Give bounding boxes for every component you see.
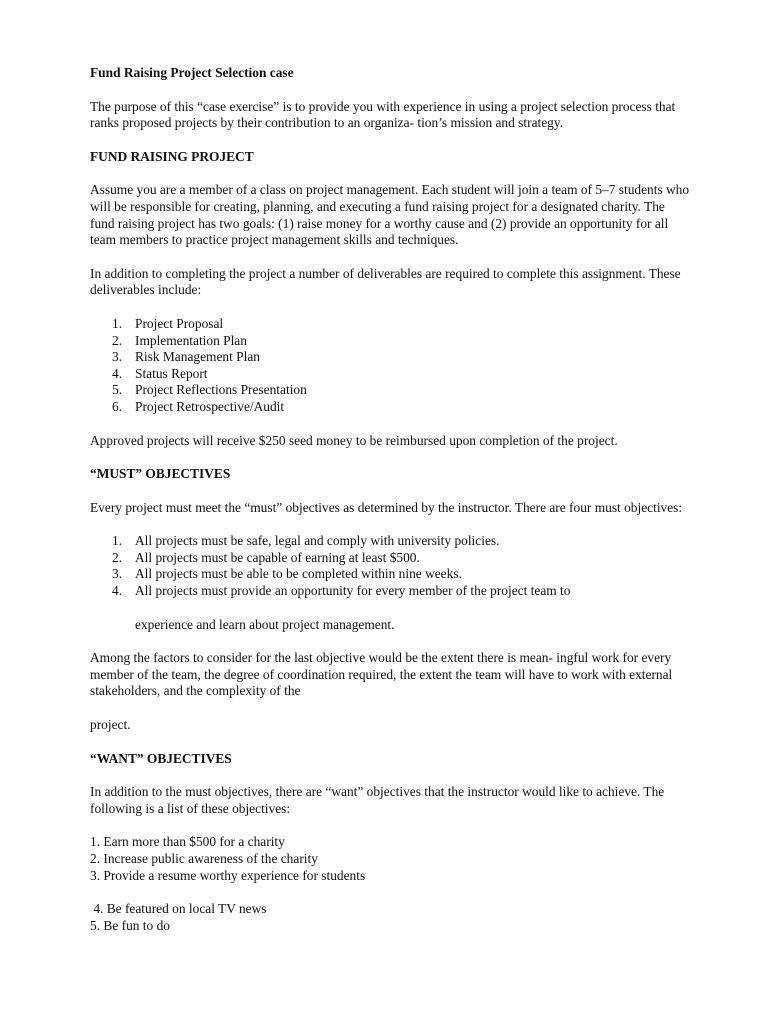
want-objectives-list	[90, 834, 690, 884]
section-heading-want-objectives: “WANT” OBJECTIVES	[90, 750, 232, 766]
section2-paragraph-2: Among the factors to consider for the last objective would be the extent there is mean- ingful work for every member of the team, the degree of coordination required, the extent the team will have to work with external stakeholders, and the complexity of the	[90, 650, 673, 699]
deliverables-list	[90, 316, 690, 416]
list-item: 3. Risk Management Plan	[112, 349, 260, 365]
list-item: 5. Be fun to do	[90, 917, 170, 933]
section2-paragraph-2-tail: project.	[90, 717, 131, 733]
list-item: 1. All projects must be safe, legal and comply with university policies.	[112, 533, 500, 549]
section1-paragraph-3: Approved projects will receive $250 seed money to be reimbursed upon completion of the project.	[90, 432, 618, 448]
section-heading-fund-raising: FUND RAISING PROJECT	[90, 148, 254, 164]
section1-paragraph-2: In addition to completing the project a number of deliverables are required to complete this assignment. These deliverables include:	[90, 265, 681, 298]
list-item: 2. Increase public awareness of the charity	[90, 851, 318, 866]
list-item: 4. Be featured on local TV news	[90, 901, 267, 917]
section3-paragraph-1: In addition to the must objectives, there are “want” objectives that the instructor would like to achieve. The following is a list of these objectives:	[90, 784, 665, 816]
want-objectives-list-continued	[90, 901, 690, 934]
list-item: 1. Earn more than $500 for a charity	[90, 834, 285, 850]
list-item: 3. Provide a resume worthy experience for students	[90, 867, 366, 883]
list-item: 4. All projects must provide an opportunity for every member of the project team to	[112, 583, 571, 599]
intro-paragraph: The purpose of this “case exercise” is to provide you with experience in using a project selection process that ranks proposed projects by their contribution to an organiza- tion’s mission and strategy.	[90, 98, 676, 131]
document-page	[90, 65, 690, 951]
list-item: 1. Project Proposal	[112, 315, 224, 331]
objective-continuation: experience and learn about project management.	[135, 616, 395, 632]
section-heading-must-objectives: “MUST” OBJECTIVES	[90, 466, 231, 482]
list-item: 5. Project Reflections Presentation	[112, 382, 307, 398]
document-title: Fund Raising Project Selection case	[90, 65, 294, 80]
must-objectives-list	[90, 533, 690, 599]
list-item: 4. Status Report	[112, 365, 208, 381]
list-item: 6. Project Retrospective/Audit	[112, 398, 285, 414]
list-item: 2. Implementation Plan	[112, 332, 247, 348]
section1-paragraph-1: Assume you are a member of a class on project management. Each student will join a team of 5–7 students who will be responsible for creating, planning, and executing a fund raising project for a designated charity. The fund raising project has two goals: (1) raise money for a worthy cause and (2) provide an opportunity for all team members to practice project management skills and techniques.	[90, 182, 690, 248]
list-item: 3. All projects must be able to be completed within nine weeks.	[112, 566, 462, 582]
list-item: 2. All projects must be capable of earning at least $500.	[112, 549, 420, 565]
section2-paragraph-1: Every project must meet the “must” objectives as determined by the instructor. There are four must objectives:	[90, 499, 683, 515]
